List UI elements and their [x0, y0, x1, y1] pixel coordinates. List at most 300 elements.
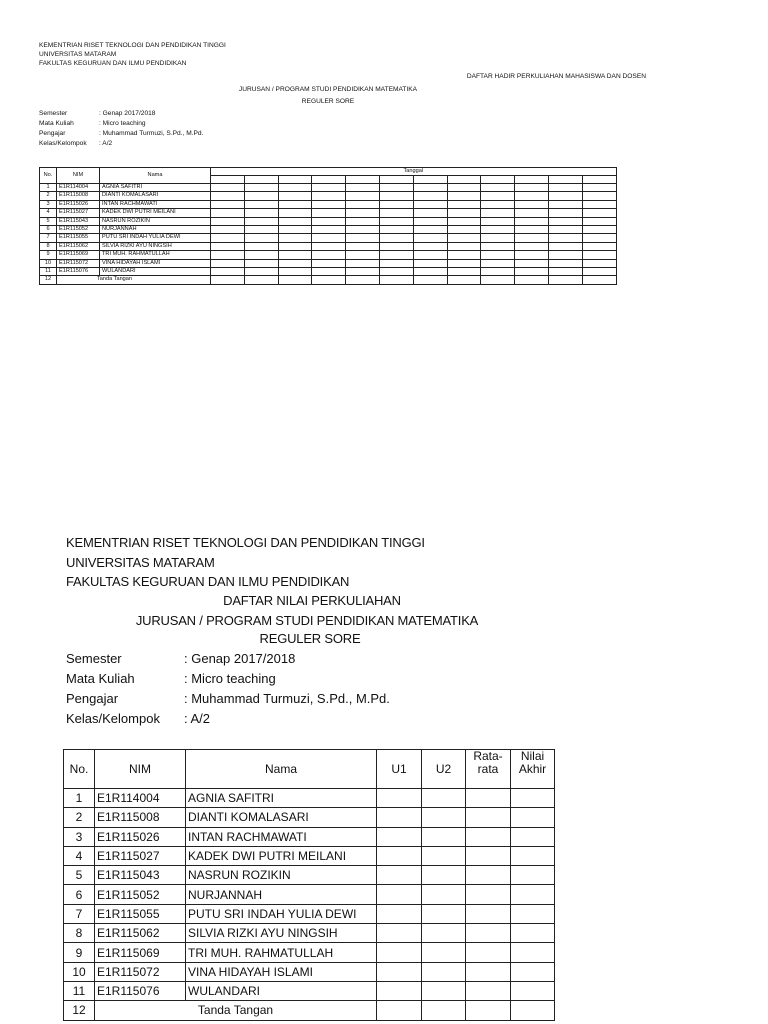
attendance-cell	[413, 200, 447, 208]
date-cell	[346, 176, 380, 184]
row-nama: VINA HIDAYAH ISLAMI	[100, 259, 211, 267]
nilai-akhir-cell	[511, 866, 555, 885]
row-nim: E1R115069	[57, 251, 100, 259]
u2-cell	[422, 808, 466, 827]
attendance-cell	[481, 226, 515, 234]
col-nilai-line1: Nilai	[520, 749, 545, 763]
row-nim: E1R114004	[57, 184, 100, 192]
class-value: : A/2	[184, 711, 211, 726]
attendance-cell	[447, 226, 481, 234]
table-row	[40, 192, 617, 200]
attendance-cell	[515, 184, 549, 192]
attendance-cell	[211, 234, 245, 242]
u1-cell	[377, 789, 422, 808]
attendance-cell	[481, 184, 515, 192]
attendance-cell	[312, 192, 346, 200]
attendance-cell	[278, 184, 312, 192]
university-line: UNIVERSITAS MATARAM	[39, 51, 117, 58]
row-nim: E1R115055	[57, 234, 100, 242]
row-nama: WULANDARI	[100, 268, 211, 276]
nilai-akhir-cell	[511, 981, 555, 1000]
rata-rata-cell	[466, 885, 511, 904]
attendance-cell	[481, 200, 515, 208]
attendance-cell	[346, 268, 380, 276]
attendance-cell	[481, 251, 515, 259]
table-row	[40, 234, 617, 242]
table-row	[40, 217, 617, 225]
signature-label: Tanda Tangan	[95, 1001, 377, 1020]
attendance-cell	[548, 200, 582, 208]
attendance-cell	[278, 209, 312, 217]
col-rata-rata-header	[466, 750, 511, 789]
attendance-cell	[481, 192, 515, 200]
nilai-akhir-cell	[511, 808, 555, 827]
attendance-cell	[346, 226, 380, 234]
attendance-cell	[548, 192, 582, 200]
u2-cell	[422, 904, 466, 923]
attendance-cell	[548, 268, 582, 276]
col-nilai-line2: Akhir	[518, 762, 547, 776]
date-cell	[312, 176, 346, 184]
table-row	[40, 259, 617, 267]
attendance-cell	[379, 242, 413, 250]
row-nim: E1R115069	[95, 943, 186, 962]
row-no: 8	[40, 242, 57, 250]
col-nim-header: NIM	[57, 168, 100, 184]
class-label: Kelas/Kelompok	[39, 140, 87, 147]
row-nim: E1R115072	[95, 962, 186, 981]
attendance-cell	[379, 184, 413, 192]
semester-value: : Genap 2017/2018	[99, 110, 156, 117]
attendance-cell	[548, 217, 582, 225]
attendance-cell	[379, 226, 413, 234]
table-row	[64, 924, 555, 943]
attendance-cell	[447, 184, 481, 192]
attendance-cell	[481, 234, 515, 242]
u1-cell	[377, 827, 422, 846]
attendance-cell	[244, 234, 278, 242]
ministry-line: KEMENTRIAN RISET TEKNOLOGI DAN PENDIDIKAN TINGGI	[66, 535, 425, 550]
attendance-cell	[447, 234, 481, 242]
attendance-cell	[312, 234, 346, 242]
attendance-cell	[211, 200, 245, 208]
attendance-cell	[379, 251, 413, 259]
u2-cell	[422, 827, 466, 846]
row-nama: TRI MUH. RAHMATULLAH	[100, 251, 211, 259]
attendance-cell	[211, 192, 245, 200]
attendance-cell	[244, 259, 278, 267]
table-row	[64, 981, 555, 1000]
attendance-body	[40, 184, 617, 285]
table-row	[64, 827, 555, 846]
class-label: Kelas/Kelompok	[66, 711, 160, 726]
info-block	[39, 109, 203, 149]
attendance-cell	[582, 184, 616, 192]
lecturer-value: : Muhammad Turmuzi, S.Pd., M.Pd.	[99, 130, 204, 137]
col-no-header: No.	[64, 750, 95, 789]
row-nama: INTAN RACHMAWATI	[100, 200, 211, 208]
attendance-cell	[481, 242, 515, 250]
table-row	[40, 209, 617, 217]
rata-rata-cell	[466, 943, 511, 962]
nilai-akhir-cell	[511, 789, 555, 808]
col-u2-header: U2	[422, 750, 466, 789]
row-no: 12	[40, 276, 57, 284]
row-nama: PUTU SRI INDAH YULIA DEWI	[186, 904, 377, 923]
lecturer-label: Pengajar	[66, 691, 119, 706]
row-no: 9	[40, 251, 57, 259]
attendance-cell	[447, 268, 481, 276]
faculty-line: FAKULTAS KEGURUAN DAN ILMU PENDIDIKAN	[39, 60, 187, 67]
attendance-cell	[278, 242, 312, 250]
row-nim: E1R115076	[57, 268, 100, 276]
u2-cell	[422, 885, 466, 904]
attendance-cell	[515, 234, 549, 242]
rata-rata-cell	[466, 904, 511, 923]
attendance-cell	[413, 192, 447, 200]
attendance-cell	[582, 242, 616, 250]
attendance-cell	[211, 268, 245, 276]
row-no: 7	[40, 234, 57, 242]
attendance-cell	[447, 192, 481, 200]
nilai-akhir-cell	[511, 904, 555, 923]
attendance-cell	[447, 259, 481, 267]
col-tanggal-header: Tanggal	[211, 168, 617, 176]
row-nama: NASRUN ROZIKIN	[186, 866, 377, 885]
row-no: 3	[64, 827, 95, 846]
attendance-cell	[211, 184, 245, 192]
table-row	[40, 184, 617, 192]
attendance-cell	[346, 251, 380, 259]
row-no: 11	[64, 981, 95, 1000]
attendance-cell	[346, 200, 380, 208]
row-no: 6	[40, 226, 57, 234]
u2-cell	[422, 846, 466, 865]
signature-cell	[413, 276, 447, 284]
row-nama: NASRUN ROZIKIN	[100, 217, 211, 225]
attendance-cell	[515, 200, 549, 208]
row-nim: E1R115062	[57, 242, 100, 250]
department-line: JURUSAN / PROGRAM STUDI PENDIDIKAN MATEMATIKA	[238, 86, 418, 93]
u2-cell	[422, 981, 466, 1000]
attendance-cell	[548, 234, 582, 242]
row-nim: E1R115026	[57, 200, 100, 208]
row-nama: VINA HIDAYAH ISLAMI	[186, 962, 377, 981]
attendance-cell	[244, 209, 278, 217]
rata-rata-cell	[466, 924, 511, 943]
row-nama: NURJANNAH	[186, 885, 377, 904]
row-no: 6	[64, 885, 95, 904]
attendance-cell	[582, 217, 616, 225]
nilai-akhir-cell	[511, 962, 555, 981]
attendance-cell	[582, 251, 616, 259]
attendance-cell	[379, 192, 413, 200]
table-row	[64, 789, 555, 808]
date-cell	[379, 176, 413, 184]
attendance-cell	[312, 251, 346, 259]
row-nama: SILVIA RIZKI AYU NINGSIH	[100, 242, 211, 250]
attendance-cell	[379, 209, 413, 217]
row-no: 12	[64, 1001, 95, 1020]
row-nama: DIANTI KOMALASARI	[100, 192, 211, 200]
attendance-cell	[211, 251, 245, 259]
attendance-cell	[211, 226, 245, 234]
col-rata-line2: rata	[477, 762, 499, 776]
rata-rata-cell	[466, 789, 511, 808]
row-nim: E1R115043	[57, 217, 100, 225]
attendance-cell	[413, 251, 447, 259]
class-value: : A/2	[99, 140, 113, 147]
date-cell	[582, 176, 616, 184]
row-nama: WULANDARI	[186, 981, 377, 1000]
attendance-cell	[312, 209, 346, 217]
signature-cell	[447, 276, 481, 284]
info-block	[66, 649, 390, 729]
semester-label: Semester	[39, 110, 68, 117]
attendance-cell	[582, 259, 616, 267]
attendance-cell	[278, 251, 312, 259]
row-nama: NURJANNAH	[100, 226, 211, 234]
attendance-cell	[548, 226, 582, 234]
u1-cell	[377, 924, 422, 943]
u1-cell	[377, 962, 422, 981]
u2-cell	[422, 943, 466, 962]
attendance-cell	[548, 242, 582, 250]
signature-label: Tanda Tangan	[57, 276, 211, 284]
attendance-cell	[346, 184, 380, 192]
signature-row	[40, 276, 617, 284]
attendance-cell	[278, 200, 312, 208]
attendance-cell	[211, 242, 245, 250]
row-nim: E1R115076	[95, 981, 186, 1000]
attendance-cell	[244, 200, 278, 208]
row-no: 3	[40, 200, 57, 208]
date-cell	[481, 176, 515, 184]
row-nama: KADEK DWI PUTRI MEILANI	[100, 209, 211, 217]
row-no: 9	[64, 943, 95, 962]
attendance-cell	[312, 268, 346, 276]
row-no: 10	[40, 259, 57, 267]
col-nilai-akhir-header	[511, 750, 555, 789]
signature-cell	[244, 276, 278, 284]
attendance-cell	[515, 192, 549, 200]
table-row	[40, 200, 617, 208]
row-nim: E1R115043	[95, 866, 186, 885]
nilai-akhir-cell	[511, 1001, 555, 1020]
row-nim: E1R114004	[95, 789, 186, 808]
attendance-cell	[413, 217, 447, 225]
attendance-cell	[278, 192, 312, 200]
row-nama: INTAN RACHMAWATI	[186, 827, 377, 846]
attendance-cell	[582, 268, 616, 276]
table-row	[64, 943, 555, 962]
department-line: JURUSAN / PROGRAM STUDI PENDIDIKAN MATEMATIKA	[135, 613, 479, 628]
attendance-cell	[413, 242, 447, 250]
attendance-cell	[548, 259, 582, 267]
attendance-cell	[379, 234, 413, 242]
row-nama: TRI MUH. RAHMATULLAH	[186, 943, 377, 962]
signature-cell	[312, 276, 346, 284]
col-nim-header: NIM	[95, 750, 186, 789]
attendance-cell	[312, 200, 346, 208]
attendance-cell	[515, 242, 549, 250]
u1-cell	[377, 808, 422, 827]
attendance-cell	[481, 217, 515, 225]
attendance-cell	[346, 209, 380, 217]
attendance-cell	[278, 259, 312, 267]
attendance-table	[39, 167, 617, 285]
row-no: 7	[64, 904, 95, 923]
row-nama: PUTU SRI INDAH YULIA DEWI	[100, 234, 211, 242]
table-row	[40, 226, 617, 234]
attendance-cell	[481, 209, 515, 217]
attendance-cell	[312, 184, 346, 192]
attendance-cell	[312, 226, 346, 234]
row-no: 8	[64, 924, 95, 943]
attendance-cell	[515, 268, 549, 276]
signature-cell	[481, 276, 515, 284]
row-nama: AGNIA SAFITRI	[100, 184, 211, 192]
attendance-cell	[346, 234, 380, 242]
ministry-line: KEMENTRIAN RISET TEKNOLOGI DAN PENDIDIKAN TINGGI	[39, 42, 226, 49]
course-label: Mata Kuliah	[66, 671, 135, 686]
u1-cell	[377, 846, 422, 865]
attendance-cell	[548, 209, 582, 217]
university-line: UNIVERSITAS MATARAM	[66, 555, 215, 570]
attendance-cell	[582, 234, 616, 242]
table-row	[40, 268, 617, 276]
document-title: DAFTAR HADIR PERKULIAHAN MAHASISWA DAN DOSEN	[466, 73, 646, 80]
table-row	[40, 242, 617, 250]
attendance-cell	[312, 242, 346, 250]
row-nim: E1R115072	[57, 259, 100, 267]
u1-cell	[377, 1001, 422, 1020]
rata-rata-cell	[466, 846, 511, 865]
signature-cell	[211, 276, 245, 284]
u2-cell	[422, 1001, 466, 1020]
row-nim: E1R115062	[95, 924, 186, 943]
attendance-cell	[379, 259, 413, 267]
row-no: 2	[40, 192, 57, 200]
row-no: 1	[64, 789, 95, 808]
grades-table	[63, 749, 555, 1021]
row-nim: E1R115052	[57, 226, 100, 234]
attendance-cell	[481, 268, 515, 276]
row-nim: E1R115027	[95, 846, 186, 865]
row-no: 1	[40, 184, 57, 192]
date-cell	[515, 176, 549, 184]
nilai-akhir-cell	[511, 885, 555, 904]
attendance-cell	[447, 242, 481, 250]
row-nim: E1R115027	[57, 209, 100, 217]
row-nama: KADEK DWI PUTRI MEILANI	[186, 846, 377, 865]
rata-rata-cell	[466, 1001, 511, 1020]
col-nama-header: Nama	[186, 750, 377, 789]
u1-cell	[377, 981, 422, 1000]
signature-cell	[515, 276, 549, 284]
attendance-cell	[278, 234, 312, 242]
attendance-cell	[379, 200, 413, 208]
rata-rata-cell	[466, 827, 511, 846]
semester-value: : Genap 2017/2018	[184, 651, 296, 666]
attendance-cell	[413, 259, 447, 267]
attendance-cell	[582, 192, 616, 200]
row-no: 5	[40, 217, 57, 225]
rata-rata-cell	[466, 962, 511, 981]
attendance-cell	[211, 209, 245, 217]
attendance-cell	[548, 251, 582, 259]
attendance-cell	[346, 192, 380, 200]
table-row	[64, 904, 555, 923]
signature-cell	[379, 276, 413, 284]
row-nama: SILVIA RIZKI AYU NINGSIH	[186, 924, 377, 943]
date-cell	[413, 176, 447, 184]
u2-cell	[422, 789, 466, 808]
signature-cell	[278, 276, 312, 284]
attendance-cell	[346, 242, 380, 250]
attendance-cell	[244, 217, 278, 225]
rata-rata-cell	[466, 981, 511, 1000]
row-no: 4	[40, 209, 57, 217]
row-nim: E1R115026	[95, 827, 186, 846]
row-nim: E1R115055	[95, 904, 186, 923]
date-cell	[211, 176, 245, 184]
attendance-cell	[515, 209, 549, 217]
attendance-cell	[413, 234, 447, 242]
attendance-cell	[548, 184, 582, 192]
attendance-cell	[211, 217, 245, 225]
signature-cell	[346, 276, 380, 284]
row-nama: DIANTI KOMALASARI	[186, 808, 377, 827]
u1-cell	[377, 885, 422, 904]
attendance-cell	[379, 217, 413, 225]
lecturer-value: : Muhammad Turmuzi, S.Pd., M.Pd.	[184, 691, 390, 706]
attendance-cell	[413, 268, 447, 276]
attendance-cell	[278, 217, 312, 225]
faculty-line: FAKULTAS KEGURUAN DAN ILMU PENDIDIKAN	[66, 574, 350, 589]
course-label: Mata Kuliah	[39, 120, 74, 127]
attendance-cell	[447, 251, 481, 259]
table-row	[64, 846, 555, 865]
table-row	[64, 808, 555, 827]
grades-body	[64, 789, 555, 1021]
row-no: 10	[64, 962, 95, 981]
nilai-akhir-cell	[511, 924, 555, 943]
program-line: REGULER SORE	[301, 98, 355, 105]
attendance-page	[0, 0, 768, 500]
u2-cell	[422, 866, 466, 885]
date-cell	[244, 176, 278, 184]
attendance-cell	[379, 268, 413, 276]
row-no: 5	[64, 866, 95, 885]
semester-label: Semester	[66, 651, 122, 666]
attendance-cell	[312, 259, 346, 267]
u1-cell	[377, 866, 422, 885]
table-row	[40, 251, 617, 259]
document-title: DAFTAR NILAI PERKULIAHAN	[223, 593, 401, 608]
date-cell	[548, 176, 582, 184]
attendance-cell	[312, 217, 346, 225]
date-cell	[447, 176, 481, 184]
table-row	[64, 962, 555, 981]
attendance-cell	[515, 217, 549, 225]
u1-cell	[377, 904, 422, 923]
attendance-cell	[447, 217, 481, 225]
attendance-cell	[582, 209, 616, 217]
rata-rata-cell	[466, 808, 511, 827]
attendance-cell	[515, 259, 549, 267]
attendance-cell	[346, 217, 380, 225]
